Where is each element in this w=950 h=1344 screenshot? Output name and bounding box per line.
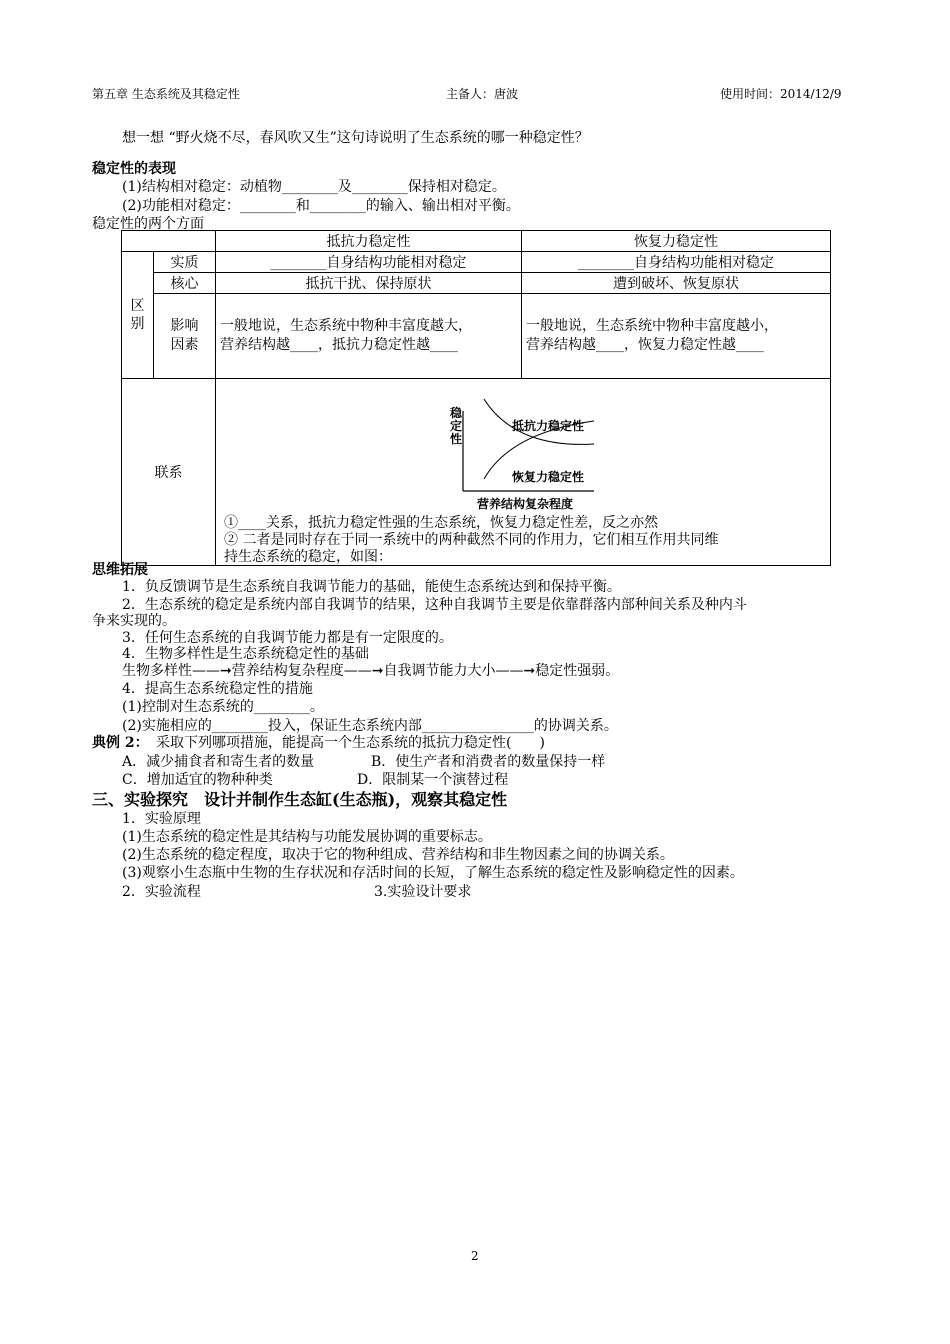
- core-resistance: 抵抗干扰、保持原状: [216, 273, 522, 294]
- aspects-title: 稳定性的两个方面: [92, 216, 204, 232]
- section3-s1: 1．实验原理: [122, 811, 201, 827]
- factors-resistance: 一般地说，生态系统中物种丰富度越大， 营养结构越____，抵抗力稳定性越____: [216, 294, 522, 379]
- section3-s1b: (2)生态系统的稳定程度，取决于它的物种组成、营养结构和非生物因素之间的协调关系。: [122, 847, 674, 863]
- essence-resistance: ________自身结构功能相对稳定: [216, 252, 522, 273]
- corner-cell: [122, 231, 216, 252]
- extend-p5a: (1)控制对生态系统的________。: [122, 699, 324, 715]
- stability-line2: (2)功能相对稳定：________和________的输入、输出相对平衡。: [122, 198, 520, 214]
- core-resilience: 遭到破坏、恢复原状: [522, 273, 831, 294]
- essence-resilience: ________自身结构功能相对稳定: [522, 252, 831, 273]
- extend-heading: 思维拓展: [92, 562, 148, 578]
- graph-label-resistance: 抵抗力稳定性: [512, 419, 585, 433]
- graph-ylabel: 稳 定 性: [450, 406, 463, 446]
- author: 主备人：唐波: [446, 87, 519, 101]
- lianxi-content: [216, 379, 831, 566]
- page-number: 2: [471, 1249, 479, 1263]
- extend-p2a: 2．生态系统的稳定是系统内部自我调节的结果，这种自我调节主要是依靠群落内部种间关系及种内斗: [122, 597, 747, 613]
- extend-p1: 1．负反馈调节是生态系统自我调节能力的基础，能使生态系统达到和保持平衡。: [122, 579, 621, 595]
- example-label: 典例 2：: [92, 735, 149, 751]
- stability-table: [121, 230, 831, 566]
- option-d: D．限制某一个演替过程: [357, 772, 509, 788]
- think-question: 想一想 “野火烧不尽，春风吹又生”这句诗说明了生态系统的哪一种稳定性？: [122, 130, 589, 146]
- option-a: A．减少捕食者和寄生者的数量: [122, 754, 315, 770]
- extend-p2b: 争来实现的。: [92, 613, 176, 629]
- extend-p4-chain: 生物多样性——➞营养结构复杂程度——➞自我调节能力大小——➞稳定性强弱。: [122, 663, 620, 679]
- example-question: 采取下列哪项措施，能提高一个生态系统的抵抗力稳定性( ): [156, 735, 545, 751]
- graph-xlabel: 营养结构复杂程度: [477, 497, 574, 511]
- link-line2: ② 二者是同时存在于同一系统中的两种截然不同的作用力，它们相互作用共同维: [224, 532, 719, 548]
- stability-line1: (1)结构相对稳定：动植物________及________保持相对稳定。: [122, 179, 506, 195]
- link-line3: 持生态系统的稳定，如图：: [224, 549, 392, 565]
- section3-s1a: (1)生态系统的稳定性是其结构与功能发展协调的重要标志。: [122, 829, 492, 845]
- date: 使用时间：2014/12/9: [720, 87, 842, 101]
- section3-title: 三、实验探究 设计并制作生态缸(生态瓶)，观察其稳定性: [92, 790, 508, 809]
- section3-s1c: (3)观察小生态瓶中生物的生存状况和存活时间的长短，了解生态系统的稳定性及影响稳定性的因素。: [122, 865, 744, 881]
- extend-p5b: (2)实施相应的________投入，保证生态系统内部________________的协调关系。: [122, 718, 618, 734]
- row-label-essence: 实质: [154, 252, 216, 273]
- col-header-resilience: 恢复力稳定性: [522, 231, 831, 252]
- extend-p4: 4．生物多样性是生态系统稳定性的基础: [122, 646, 369, 662]
- qubie-label: 区 别: [122, 252, 154, 379]
- col-header-resistance: 抵抗力稳定性: [216, 231, 522, 252]
- option-b: B．使生产者和消费者的数量保持一样: [371, 754, 606, 770]
- section3-s2: 2．实验流程: [122, 884, 201, 900]
- option-c: C．增加适宜的物种种类: [122, 772, 273, 788]
- graph-label-resilience: 恢复力稳定性: [512, 470, 585, 484]
- row-label-core: 核心: [154, 273, 216, 294]
- link-line1: ①____关系，抵抗力稳定性强的生态系统，恢复力稳定性差，反之亦然: [224, 515, 658, 531]
- extend-p3: 3．任何生态系统的自我调节能力都是有一定限度的。: [122, 630, 453, 646]
- factors-resilience: 一般地说，生态系统中物种丰富度越小， 营养结构越____，恢复力稳定性越____: [522, 294, 831, 379]
- row-label-factors: 影响 因素: [154, 294, 216, 379]
- stability-heading: 稳定性的表现: [92, 161, 176, 177]
- section3-s3: 3.实验设计要求: [374, 884, 472, 900]
- lianxi-label: 联系: [122, 379, 216, 566]
- extend-p5: 4．提高生态系统稳定性的措施: [122, 681, 313, 697]
- chapter-title: 第五章 生态系统及其稳定性: [92, 87, 240, 101]
- link-text: [224, 515, 718, 566]
